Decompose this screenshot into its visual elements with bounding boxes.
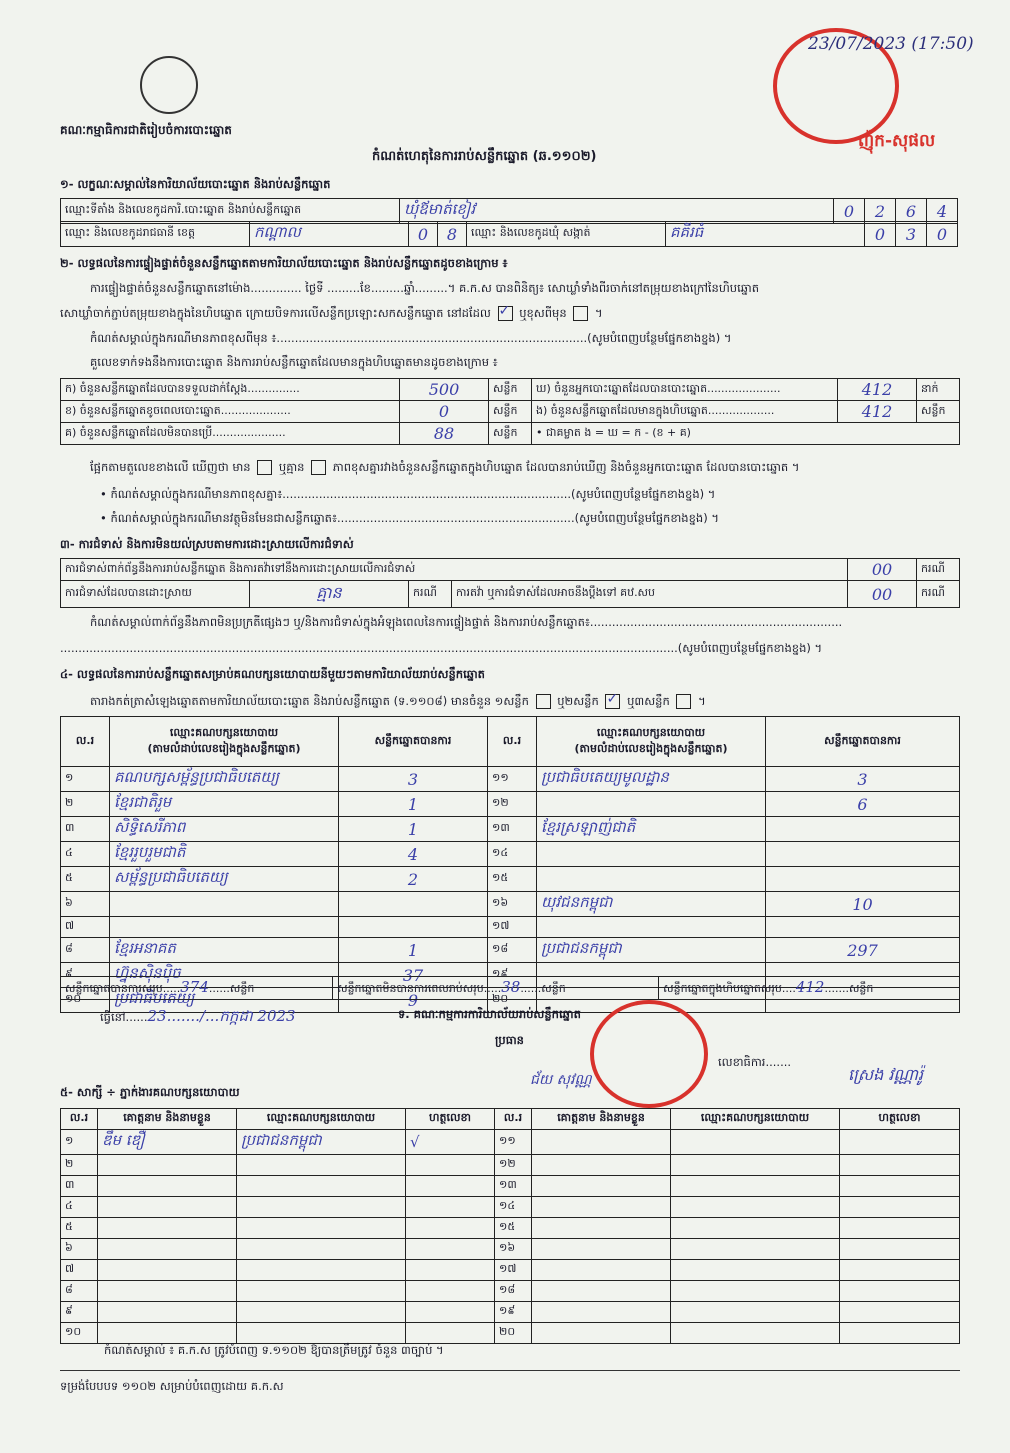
s1-row2-label2: ឈ្មោះ និងលេខកូដឃុំ សង្កាត់ bbox=[467, 222, 666, 247]
witness-name: ឌឹម ឌឿ bbox=[98, 1130, 237, 1155]
stamp-signature-name: ញ៉ុក-សុផល bbox=[858, 131, 936, 151]
party-votes: 6 bbox=[766, 792, 960, 817]
difference-no-checkbox[interactable] bbox=[311, 460, 326, 475]
witness-party bbox=[237, 1302, 406, 1323]
party-name: គណបក្សសម្ព័ន្ធប្រជាធិបតេយ្យ bbox=[110, 767, 339, 792]
witness-name bbox=[98, 1155, 237, 1176]
s2-paragraph6: • កំណត់សម្គាល់ក្នុងករណីមានភាពខុសគ្នា៖...............................................................................(សូមបំពេញបន្ថែមផ្នែកខាងខ្នង) ។ bbox=[100, 487, 716, 501]
witness-signature bbox=[840, 1130, 960, 1155]
col-party-right bbox=[537, 717, 766, 767]
s1-row2-code4: 3 bbox=[896, 222, 927, 247]
s3-note2: .........................................................................................................................................................................(សូមបំពេញបន្ថែមផ្នែកខាងខ្នង) ។ bbox=[60, 641, 823, 655]
row-no: ១៥ bbox=[488, 867, 537, 892]
count-value-a: 500 bbox=[400, 379, 489, 401]
witness-party bbox=[671, 1281, 840, 1302]
witness-name bbox=[532, 1176, 671, 1197]
objection-row2-label: ការជំទាស់ដែលបានដោះស្រាយ bbox=[61, 581, 250, 608]
table-row bbox=[61, 938, 960, 963]
witness-name bbox=[98, 1197, 237, 1218]
w-col-no-right: ល.រ bbox=[495, 1109, 532, 1130]
witness-signature bbox=[840, 1302, 960, 1323]
party-votes bbox=[766, 842, 960, 867]
col-no-right: ល.រ bbox=[488, 717, 537, 767]
objection-row1-label: ការជំទាស់ពាក់ព័ន្ធនឹងការរាប់សន្លឹកឆ្នោត និងការតវ៉ាទៅនឹងការដោះស្រាយលើការជំទាស់ bbox=[61, 559, 848, 581]
party-votes: 1 bbox=[339, 792, 488, 817]
seal-same-checkbox[interactable] bbox=[498, 306, 513, 321]
row-no: ១២ bbox=[488, 792, 537, 817]
section1-heading: ១- លក្ខណៈសម្គាល់នៃការិយាល័យបោះឆ្នោត និងរាប់សន្លឹកឆ្នោត bbox=[60, 177, 331, 191]
row-no: ១៧ bbox=[488, 917, 537, 938]
section5-heading: ៥- សាក្សី ÷ ភ្នាក់ងារគណបក្សនយោបាយ bbox=[60, 1085, 240, 1099]
total-box bbox=[659, 977, 960, 1000]
row-no: ៧ bbox=[61, 1260, 98, 1281]
table-row bbox=[61, 1130, 960, 1155]
party-votes: 10 bbox=[766, 892, 960, 917]
row-no: ១១ bbox=[488, 767, 537, 792]
s2-paragraph2-line: សោឃ្លាំចាក់ភ្ជាប់តម្រុយខាងក្នុងនៃហិបឆ្នោត ក្រោយបិទការលើសន្លឹកប្រឡោះសកសន្លឹកឆ្នោត នៅដដែល ✓ ឬខុសពីមុន ។ bbox=[60, 306, 603, 321]
objection-row2-value: គ្មាន bbox=[250, 581, 409, 608]
s1-row1-value bbox=[400, 199, 834, 224]
table-row bbox=[61, 842, 960, 867]
table-row bbox=[61, 1323, 960, 1344]
party-name bbox=[537, 917, 766, 938]
count-value-d: 412 bbox=[838, 379, 917, 401]
witness-party bbox=[671, 1130, 840, 1155]
row-no: ១៦ bbox=[495, 1239, 532, 1260]
row-no: ៩ bbox=[61, 963, 110, 988]
count-unit-e: សន្លឹក bbox=[917, 401, 960, 423]
witness-name bbox=[532, 1155, 671, 1176]
s1-row1-code1: 0 bbox=[834, 199, 865, 224]
s5-note: កំណត់សម្គាល់ ៖ គ.ក.ស ត្រូវបំពេញ ទ.១១០២ ឱ្យបានត្រឹមត្រូវ ចំនួន ៣ច្បាប់ ។ bbox=[104, 1343, 444, 1357]
three-sheets-checkbox[interactable] bbox=[676, 694, 691, 709]
w-col-name-right: គោត្តនាម និងនាមខ្លួន bbox=[532, 1109, 671, 1130]
witness-signature bbox=[406, 1302, 495, 1323]
row-no: ៨ bbox=[61, 1281, 98, 1302]
party-votes: 37 bbox=[339, 963, 488, 988]
count-unit-c: សន្លឹក bbox=[489, 423, 532, 445]
row-no: ១៩ bbox=[495, 1302, 532, 1323]
objections-table bbox=[60, 558, 960, 608]
row-no: ៥ bbox=[61, 867, 110, 892]
witness-name bbox=[532, 1323, 671, 1344]
table-row bbox=[61, 1260, 960, 1281]
witness-party bbox=[671, 1302, 840, 1323]
s2-paragraph5c: ភាពខុសគ្នារវាងចំនួនសន្លឹកឆ្នោតក្នុងហិបឆ្នោត ដែលបានរាប់ឃើញ និងចំនួនអ្នកបោះឆ្នោត ដែលបានបោះឆ្នោត ។ bbox=[332, 460, 800, 474]
col-party-right-sub: (តាមលំដាប់លេខរៀងក្នុងសន្លឹកឆ្នោត) bbox=[574, 741, 728, 755]
party-votes bbox=[766, 917, 960, 938]
table-row bbox=[61, 792, 960, 817]
ballot-counts-table bbox=[60, 378, 960, 445]
witness-name bbox=[532, 1218, 671, 1239]
row-no: ១៨ bbox=[495, 1281, 532, 1302]
s2-paragraph2-alt: ឬខុសពីមុន bbox=[519, 306, 567, 320]
witness-name bbox=[532, 1260, 671, 1281]
date-value: 23......./...កក្កដា 2023 bbox=[147, 1007, 296, 1025]
witness-name bbox=[532, 1130, 671, 1155]
count-unit-b: សន្លឹក bbox=[489, 401, 532, 423]
col-party-left-title: ឈ្មោះគណបក្សនយោបាយ bbox=[169, 725, 279, 739]
witness-party bbox=[237, 1197, 406, 1218]
w-col-name-left: គោត្តនាម និងនាមខ្លួន bbox=[98, 1109, 237, 1130]
table-row bbox=[61, 1176, 960, 1197]
total-invalid-unit: ......សន្លឹក bbox=[520, 982, 566, 995]
row-no: ៨ bbox=[61, 938, 110, 963]
party-name: ប្រជាធិបតេយ្យមូលដ្ឋាន bbox=[537, 767, 766, 792]
witness-signature bbox=[406, 1176, 495, 1197]
witness-party bbox=[237, 1176, 406, 1197]
total-valid bbox=[61, 977, 333, 1000]
w-col-sign-left: ហត្ថលេខា bbox=[406, 1109, 495, 1130]
row-no: ១៧ bbox=[495, 1260, 532, 1281]
party-name bbox=[110, 892, 339, 917]
total-invalid bbox=[333, 977, 659, 1000]
party-name bbox=[110, 917, 339, 938]
stamp-handwriting: 23/07/2023 (17:50) bbox=[808, 34, 974, 54]
s3-note: កំណត់សម្គាល់ពាក់ព័ន្ធនឹងភាពមិនប្រក្រតីផ្សេងៗ ឬ/និងការជំទាស់ក្នុងអំឡុងពេលនៃការផ្ទៀងផ្ទាត់ និងការរាប់សន្លឹកឆ្នោត៖..................................................................... bbox=[90, 615, 843, 629]
table-row bbox=[61, 1218, 960, 1239]
witness-party bbox=[671, 1323, 840, 1344]
witness-party bbox=[671, 1197, 840, 1218]
s1-row2-label: ឈ្មោះ និងលេខកូដរាជធានី ខេត្ត bbox=[61, 222, 250, 247]
party-votes bbox=[339, 892, 488, 917]
secretary-label: លេខាធិការ....... bbox=[718, 1055, 792, 1069]
total-valid-unit: ......សន្លឹក bbox=[208, 982, 255, 995]
section4-heading: ៤- លទ្ធផលនៃការរាប់សន្លឹកឆ្នោតសម្រាប់គណបក្សនយោបាយនីមួយៗតាមការិយាល័យរាប់សន្លឹកឆ្នោត bbox=[60, 667, 485, 681]
witness-signature bbox=[840, 1239, 960, 1260]
s4-intro-c: ឬ៣សន្លឹក bbox=[627, 694, 670, 708]
witness-signature bbox=[406, 1239, 495, 1260]
s1-row2-code3: 0 bbox=[865, 222, 896, 247]
col-votes-left: សន្លឹកឆ្នោតបានការ bbox=[339, 717, 488, 767]
witness-name bbox=[532, 1281, 671, 1302]
row-no: ២០ bbox=[488, 988, 537, 1013]
date-line bbox=[100, 1008, 296, 1025]
row-no: ១៣ bbox=[488, 817, 537, 842]
party-votes: 297 bbox=[766, 938, 960, 963]
witness-name bbox=[98, 1260, 237, 1281]
s4-intro: តារាងកត់ត្រាសំឡេងឆ្នោតតាមការិយាល័យបោះឆ្នោត និងរាប់សន្លឹកឆ្នោត (ទ.១១០៨) មានចំនួន ១សន្លឹក bbox=[90, 694, 529, 708]
party-name bbox=[537, 792, 766, 817]
s1-row2-value2 bbox=[666, 222, 865, 247]
table-row bbox=[61, 1155, 960, 1176]
witness-name bbox=[98, 1323, 237, 1344]
count-label-a: ក) ចំនួនសន្លឹកឆ្នោតដែលបានទទួលដាក់ស្តែង............... bbox=[61, 379, 400, 401]
party-results-table bbox=[60, 716, 960, 1013]
total-box-value: 412 bbox=[795, 978, 825, 996]
row-no: ១០ bbox=[61, 1323, 98, 1344]
witness-party bbox=[671, 1176, 840, 1197]
emblem-logo bbox=[140, 56, 198, 114]
row-no: ៣ bbox=[61, 1176, 98, 1197]
row-no: ៦ bbox=[61, 1239, 98, 1260]
form-footer: ទម្រង់បែបបទ ១១០២ សម្រាប់បំពេញដោយ គ.ក.ស bbox=[60, 1379, 284, 1393]
s4-intro-b: ឬ២សន្លឹក bbox=[557, 694, 599, 708]
witness-signature bbox=[406, 1197, 495, 1218]
witness-party bbox=[237, 1155, 406, 1176]
party-votes: 9 bbox=[339, 988, 488, 1013]
witness-signature bbox=[840, 1218, 960, 1239]
section3-heading: ៣- ការជំទាស់ និងការមិនយល់ស្របតាមការដោះស្រាយលើការជំទាស់ bbox=[60, 537, 354, 551]
row-no: ៥ bbox=[61, 1218, 98, 1239]
table-row bbox=[61, 892, 960, 917]
one-sheet-checkbox[interactable] bbox=[536, 694, 551, 709]
row-no: ២០ bbox=[495, 1323, 532, 1344]
party-votes: 1 bbox=[339, 938, 488, 963]
ballot-count-row bbox=[61, 379, 960, 401]
row-no: ២ bbox=[61, 1155, 98, 1176]
objection-row2-unit: ករណី bbox=[409, 581, 452, 608]
col-party-left bbox=[110, 717, 339, 767]
witness-signature bbox=[840, 1155, 960, 1176]
s2-paragraph5-line bbox=[90, 460, 799, 475]
row-no: ១៣ bbox=[495, 1176, 532, 1197]
witness-party bbox=[671, 1155, 840, 1176]
witness-signature bbox=[406, 1155, 495, 1176]
row-no: ១០ bbox=[61, 988, 110, 1013]
witness-name bbox=[98, 1302, 237, 1323]
table-row bbox=[61, 917, 960, 938]
party-name: យុវជនកម្ពុជា bbox=[537, 892, 766, 917]
w-col-no-left: ល.រ bbox=[61, 1109, 98, 1130]
footer-divider bbox=[60, 1370, 960, 1371]
witness-table bbox=[60, 1108, 960, 1344]
s2-paragraph3: កំណត់សម្គាល់ក្នុងករណីមានភាពខុសពីមុន ៖.....................................................................................(សូមបំពេញបន្ថែមផ្នែកខាងខ្នង) ។ bbox=[90, 331, 732, 345]
table-row bbox=[61, 767, 960, 792]
s2-paragraph5b: ឬគ្មាន bbox=[278, 460, 305, 474]
objection-row2-unit2: ករណី bbox=[917, 581, 960, 608]
row-no: ៣ bbox=[61, 817, 110, 842]
secretary-name: ស្រេង វណ្ណារ៉ូ bbox=[848, 1065, 924, 1084]
org-name: គណៈកម្មាធិការជាតិរៀបចំការបោះឆ្នោត bbox=[60, 123, 232, 137]
witness-name bbox=[98, 1176, 237, 1197]
row-no: ១៩ bbox=[488, 963, 537, 988]
count-label-b: ខ) ចំនួនសន្លឹកឆ្នោតខូចពេលបោះឆ្នោត.................... bbox=[61, 401, 400, 423]
party-votes: 1 bbox=[339, 817, 488, 842]
witness-party: ប្រជាជនកម្ពុជា bbox=[237, 1130, 406, 1155]
row-no: ១៤ bbox=[488, 842, 537, 867]
w-col-party-right: ឈ្មោះគណបក្សនយោបាយ bbox=[671, 1109, 840, 1130]
s1-row2-value-text: កណ្តាល bbox=[254, 223, 301, 241]
s1-row1-code2: 2 bbox=[865, 199, 896, 224]
witness-signature bbox=[406, 1260, 495, 1281]
party-name: ហ្វ៊ុនស៊ិនប៉ិច bbox=[110, 963, 339, 988]
witness-party bbox=[237, 1260, 406, 1281]
s1-row2-code5: 0 bbox=[927, 222, 958, 247]
witness-party bbox=[671, 1218, 840, 1239]
s1-row1-value-text: ឃុំឪមាត់ខៀវ bbox=[404, 200, 476, 218]
party-votes bbox=[339, 917, 488, 938]
s4-intro-line: តារាងកត់ត្រាសំឡេងឆ្នោតតាមការិយាល័យបោះឆ្នោត និងរាប់សន្លឹកឆ្នោត (ទ.១១០៨) មានចំនួន ១សន្លឹក ឬ២សន្លឹក ✓ ឬ៣សន្លឹក ។ bbox=[90, 694, 706, 709]
s2-paragraph2: សោឃ្លាំចាក់ភ្ជាប់តម្រុយខាងក្នុងនៃហិបឆ្នោត ក្រោយបិទការលើសន្លឹកប្រឡោះសកសន្លឹកឆ្នោត នៅដដែល bbox=[60, 306, 491, 320]
s1-row1-code4: 4 bbox=[927, 199, 958, 224]
witness-party bbox=[671, 1239, 840, 1260]
witness-signature bbox=[406, 1281, 495, 1302]
objection-row1-value: 00 bbox=[848, 559, 917, 581]
party-votes bbox=[766, 817, 960, 842]
row-no: ២ bbox=[61, 792, 110, 817]
row-no: ៤ bbox=[61, 1197, 98, 1218]
count-label-d: ឃ) ចំនួនអ្នកបោះឆ្នោតដែលបានបោះឆ្នោត..................... bbox=[532, 379, 838, 401]
table-row bbox=[61, 1302, 960, 1323]
row-no: ៦ bbox=[61, 892, 110, 917]
row-no: ៤ bbox=[61, 842, 110, 867]
objection-row1-unit: ករណី bbox=[917, 559, 960, 581]
official-stamp-bottom bbox=[590, 1000, 708, 1108]
witness-signature bbox=[406, 1323, 495, 1344]
party-name: ខ្មែរជាតិរួម bbox=[110, 792, 339, 817]
row-no: ១៥ bbox=[495, 1218, 532, 1239]
witness-party bbox=[237, 1218, 406, 1239]
section2-heading: ២- លទ្ធផលនៃការផ្ទៀងផ្ទាត់ចំនួនសន្លឹកឆ្នោតតាមការិយាល័យបោះឆ្នោត និងរាប់សន្លឹកឆ្នោតដូចខាងក្រោម ៖ bbox=[60, 256, 508, 270]
total-box-unit: .......សន្លឹក bbox=[824, 982, 874, 995]
count-label-e: ង) ចំនួនសន្លឹកឆ្នោតដែលមានក្នុងហិបឆ្នោត................... bbox=[532, 401, 838, 423]
witness-signature bbox=[840, 1197, 960, 1218]
w-col-sign-right: ហត្ថលេខា bbox=[840, 1109, 960, 1130]
ballot-count-row bbox=[61, 401, 960, 423]
table-row bbox=[61, 1197, 960, 1218]
count-formula: • ជាគម្លាត ង = ឃ = ក - (ខ + គ) bbox=[532, 423, 960, 445]
party-name: សិទ្ធិសេរីភាព bbox=[110, 817, 339, 842]
w-col-party-left: ឈ្មោះគណបក្សនយោបាយ bbox=[237, 1109, 406, 1130]
totals-table bbox=[60, 976, 960, 1000]
s1-row1-label: ឈ្មោះទីតាំង និងលេខកូដការិ.បោះឆ្នោត និងរាប់សន្លឹកឆ្នោត bbox=[61, 199, 400, 224]
row-no: ១៦ bbox=[488, 892, 537, 917]
table-row bbox=[61, 1239, 960, 1260]
party-name: សម្ព័ន្ធប្រជាធិបតេយ្យ bbox=[110, 867, 339, 892]
total-invalid-value: 38 bbox=[501, 978, 521, 996]
row-no: ១៤ bbox=[495, 1197, 532, 1218]
two-sheets-checkbox[interactable] bbox=[605, 694, 620, 709]
witness-name bbox=[532, 1302, 671, 1323]
row-no: ១៨ bbox=[488, 938, 537, 963]
date-label: ធ្វើនៅ...... bbox=[100, 1010, 148, 1024]
party-votes: 3 bbox=[339, 767, 488, 792]
objection-row2-value2: 00 bbox=[848, 581, 917, 608]
col-no-left: ល.រ bbox=[61, 717, 110, 767]
party-name bbox=[537, 867, 766, 892]
seal-changed-checkbox[interactable] bbox=[573, 306, 588, 321]
witness-name bbox=[98, 1281, 237, 1302]
s1-row2-code2: 8 bbox=[438, 222, 467, 247]
difference-yes-checkbox[interactable] bbox=[257, 460, 272, 475]
col-votes-right: សន្លឹកឆ្នោតបានការ bbox=[766, 717, 960, 767]
witness-signature bbox=[840, 1260, 960, 1281]
committee-label: ទ. គណៈកម្មការការិយាល័យរាប់សន្លឹកឆ្នោត bbox=[398, 1007, 581, 1021]
witness-party bbox=[237, 1239, 406, 1260]
witness-name bbox=[98, 1218, 237, 1239]
chair-signature-name: ជ័យ សុវណ្ណ bbox=[530, 1072, 592, 1088]
ballot-count-row bbox=[61, 423, 960, 445]
col-party-right-title: ឈ្មោះគណបក្សនយោបាយ bbox=[596, 725, 706, 739]
witness-party bbox=[237, 1323, 406, 1344]
chair-label: ប្រធាន bbox=[495, 1033, 524, 1047]
objection-row2-label2: ការតវ៉ា ឬការជំទាស់ដែលអាចនឹងប្តឹងទៅ គឋ.សប bbox=[452, 581, 848, 608]
s1-row2-value bbox=[250, 222, 409, 247]
table-row bbox=[61, 817, 960, 842]
s1-row2-value2-text: គគីរធំ bbox=[670, 223, 704, 241]
party-name bbox=[537, 842, 766, 867]
witness-party bbox=[671, 1260, 840, 1281]
witness-party bbox=[237, 1281, 406, 1302]
form-title: កំណត់ហេតុនៃការរាប់សន្លឹកឆ្នោត (ឆ.១១០២) bbox=[372, 149, 597, 164]
s2-paragraph7: • កំណត់សម្គាល់ក្នុងករណីមានវត្ថុមិនមែនជាសន្លឹកឆ្នោត៖.................................................................(សូមបំពេញបន្ថែមផ្នែកខាងខ្នង) ។ bbox=[100, 511, 719, 525]
total-valid-value: 374 bbox=[180, 978, 209, 996]
party-name: ប្រជាជនកម្ពុជា bbox=[537, 938, 766, 963]
row-no: ៧ bbox=[61, 917, 110, 938]
row-no: ១ bbox=[61, 1130, 98, 1155]
s2-paragraph1: ការផ្ទៀងផ្ទាត់ចំនួនសន្លឹកឆ្នោតនៅម៉ោង.............. ថ្ងៃទី .........ខែ.........ឆ្នាំ.........។ គ.ក.ស បានពិនិត្យ៖ សោឃ្លាំទាំងពីរចាក់នៅតម្រុយខាងក្រៅនៃហិបឆ្នោត bbox=[90, 281, 759, 295]
total-valid-label: សន្លឹកឆ្នោតបានការសរុប..... bbox=[65, 982, 181, 995]
witness-name bbox=[532, 1197, 671, 1218]
table-row bbox=[61, 867, 960, 892]
count-unit-a: សន្លឹក bbox=[489, 379, 532, 401]
count-unit-d: នាក់ bbox=[917, 379, 960, 401]
row-no: ៩ bbox=[61, 1302, 98, 1323]
count-value-c: 88 bbox=[400, 423, 489, 445]
party-name: ខ្មែររួបរួមជាតិ bbox=[110, 842, 339, 867]
s2-paragraph4: គួលេខទាក់ទងនឹងការបោះឆ្នោត និងការរាប់សន្លឹកឆ្នោតដែលមានក្នុងហិបឆ្នោតមានដូចខាងក្រោម ៖ bbox=[90, 355, 498, 369]
party-name: ប្រជាធិបតេយ្យ bbox=[110, 988, 339, 1013]
row-no: ១២ bbox=[495, 1155, 532, 1176]
row-no: ១១ bbox=[495, 1130, 532, 1155]
party-votes: 2 bbox=[339, 867, 488, 892]
party-name: ខ្មែរអនាគត bbox=[110, 938, 339, 963]
witness-signature: √ bbox=[406, 1130, 495, 1155]
party-votes: 4 bbox=[339, 842, 488, 867]
party-name: ខ្មែរស្រឡាញ់ជាតិ bbox=[537, 817, 766, 842]
total-invalid-label: សន្លឹកឆ្នោតមិនបានការពេលរាប់សរុប..... bbox=[337, 982, 502, 995]
count-value-e: 412 bbox=[838, 401, 917, 423]
witness-signature bbox=[840, 1281, 960, 1302]
party-votes: 3 bbox=[766, 767, 960, 792]
count-value-b: 0 bbox=[400, 401, 489, 423]
count-label-c: គ) ចំនួនសន្លឹកឆ្នោតដែលមិនបានប្រើ..................... bbox=[61, 423, 400, 445]
s1-row1-code3: 6 bbox=[896, 199, 927, 224]
col-party-left-sub: (តាមលំដាប់លេខរៀងក្នុងសន្លឹកឆ្នោត) bbox=[147, 741, 301, 755]
witness-signature bbox=[406, 1218, 495, 1239]
s2-paragraph5: ផ្អែកតាមតួលេខខាងលើ ឃើញថា មាន bbox=[90, 460, 251, 474]
witness-signature bbox=[840, 1323, 960, 1344]
s1-row2-code1: 0 bbox=[409, 222, 438, 247]
total-box-label: សន្លឹកឆ្នោតក្នុងហិបឆ្នោតសរុប.... bbox=[663, 982, 796, 995]
witness-name bbox=[532, 1239, 671, 1260]
witness-name bbox=[98, 1239, 237, 1260]
witness-signature bbox=[840, 1176, 960, 1197]
row-no: ១ bbox=[61, 767, 110, 792]
section1-table-row2 bbox=[60, 221, 958, 247]
table-row bbox=[61, 1281, 960, 1302]
party-votes bbox=[766, 867, 960, 892]
